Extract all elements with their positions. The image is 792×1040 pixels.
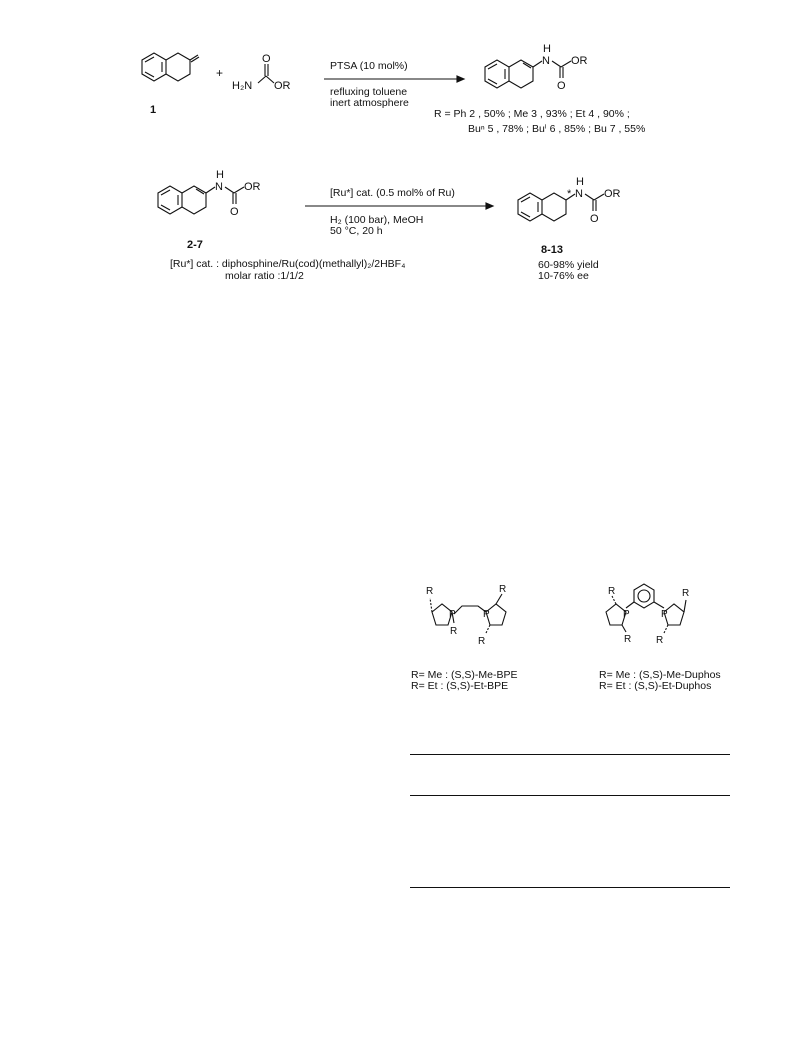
product-n: N <box>542 55 550 67</box>
duphos-label-1: R= Me : (S,S)-Me-Duphos <box>599 669 721 681</box>
bpe-r-1: R <box>426 586 434 597</box>
substrate-o: O <box>230 206 239 218</box>
scheme-1-reagent: PTSA (10 mol%) <box>330 60 408 72</box>
product-label: 8-13 <box>541 244 564 256</box>
table-header-rule <box>410 795 730 796</box>
product-o: O <box>557 80 566 92</box>
bpe-p-1: P <box>449 609 456 620</box>
carbamate-oxygen: O <box>262 53 271 65</box>
bpe-p-2: P <box>483 609 490 620</box>
scheme-2-result-1: 60-98% yield <box>538 259 599 271</box>
substrate-label: 2-7 <box>187 239 203 251</box>
table-top-rule <box>410 754 730 755</box>
scheme-1-condition-1: refluxing toluene <box>330 86 408 98</box>
table-bottom-rule <box>410 887 730 888</box>
duphos-label-2: R= Et : (S,S)-Et-Duphos <box>599 680 712 692</box>
bpe-r-2: R <box>450 626 458 637</box>
duphos-p-2: P <box>661 609 668 620</box>
compound-1-label: 1 <box>150 104 157 116</box>
scheme-1-structures <box>0 0 792 150</box>
duphos-r-2: R <box>624 634 632 645</box>
scheme-2-footnote-2: molar ratio :1/1/2 <box>225 270 304 282</box>
substrate-n: N <box>215 181 223 193</box>
scheme-2-footnote-1: [Ru*] cat. : diphosphine/Ru(cod)(methallyl)₂/2HBF₄ <box>170 258 406 270</box>
scheme-2-result-2: 10-76% ee <box>538 270 589 282</box>
duphos-benzene-ring <box>634 584 654 608</box>
carbamate-amine: H₂N <box>232 80 253 92</box>
scheme-2-condition-1: H₂ (100 bar), MeOH <box>330 214 424 226</box>
tetralone-saturated-ring <box>166 53 190 81</box>
product2-h: H <box>576 176 584 188</box>
product2-or: OR <box>604 188 621 200</box>
duphos-p-1: P <box>623 609 630 620</box>
scheme-1-condition-2: inert atmosphere <box>330 97 409 109</box>
carbamate-or: OR <box>274 80 291 92</box>
product2-n: N <box>575 188 583 200</box>
duphos-r-3: R <box>682 588 690 599</box>
ligand-structures <box>380 570 780 660</box>
scheme-1-yields-line-1: R = Ph 2 , 50% ; Me 3 , 93% ; Et 4 , 90% ; <box>434 108 630 120</box>
scheme-1-yields-line-2: Buⁿ 5 , 78% ; Buⁱ 6 , 85% ; Bu 7 , 55% <box>468 123 646 135</box>
bpe-label-1: R= Me : (S,S)-Me-BPE <box>411 669 518 681</box>
product-h: H <box>543 43 551 55</box>
plus-sign: + <box>216 66 224 80</box>
bpe-r-3: R <box>499 584 507 595</box>
bpe-r-4: R <box>478 636 486 647</box>
product2-o: O <box>590 213 599 225</box>
bpe-label-2: R= Et : (S,S)-Et-BPE <box>411 680 509 692</box>
substrate-or: OR <box>244 181 261 193</box>
scheme-2-catalyst: [Ru*] cat. (0.5 mol% of Ru) <box>330 187 455 199</box>
substrate-h: H <box>216 169 224 181</box>
product-or: OR <box>571 55 588 67</box>
duphos-r-4: R <box>656 635 664 646</box>
scheme-2-condition-2: 50 °C, 20 h <box>330 225 383 237</box>
stereocenter-star: * <box>567 188 572 200</box>
duphos-r-1: R <box>608 586 616 597</box>
